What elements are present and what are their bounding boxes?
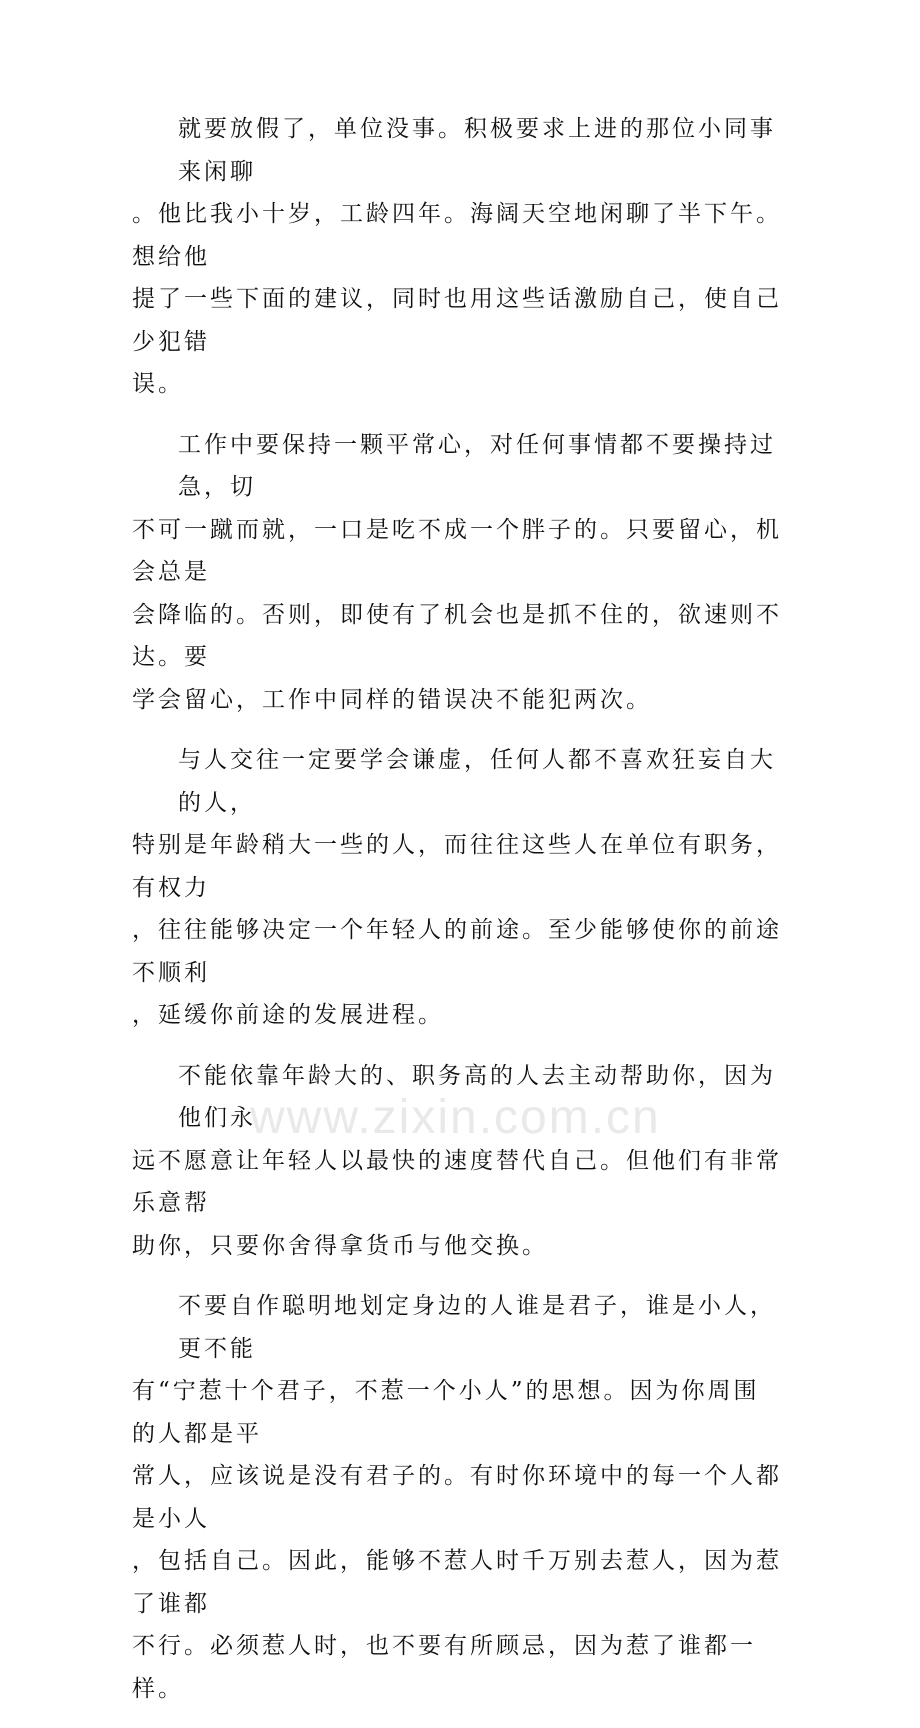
text-line: 不能依靠年龄大的、职务高的人去主动帮助你，因为他们永 [178,1062,776,1131]
text-line: ，往往能够决定一个年轻人的前途。至少能够使你的前途不顺利 [132,917,782,986]
text-line: 不行。必须惹人时，也不要有所顾忌，因为惹了谁都一样。 [132,1633,756,1702]
text-line: 不要自作聪明地划定身边的人谁是君子，谁是小人，更不能 [178,1293,776,1362]
text-line: 特别是年龄稍大一些的人，而往往这些人在单位有职务，有权力 [132,832,782,901]
text-line: 。他比我小十岁，工龄四年。海阔天空地闲聊了半下午。想给他 [132,201,782,270]
text-line: ，延缓你前途的发展进程。 [132,1002,444,1028]
text-line: 远不愿意让年轻人以最快的速度替代自己。但他们有非常乐意帮 [132,1147,782,1216]
text-line: 工作中要保持一颗平常心，对任何事情都不要操持过急，切 [178,431,776,500]
watermark: www.zixin.com.cn [250,1091,661,1144]
text-line: 会降临的。否则，即使有了机会也是抓不住的，欲速则不达。要 [132,601,782,670]
paragraph [132,424,782,722]
text-line: 与人交往一定要学会谦虚，任何人都不喜欢狂妄自大的人， [178,747,776,816]
text-line: 常人，应该说是没有君子的。有时你环境中的每一个人都是小人 [132,1463,782,1532]
paragraph [132,1285,782,1710]
text-line: 有“宁惹十个君子，不惹一个小人”的思想。因为你周围的人都是平 [132,1378,760,1447]
text-line: 助你，只要你舍得拿货币与他交换。 [132,1232,548,1259]
text-line: 误。 [132,371,184,397]
document-body [132,108,782,1728]
text-line: 提了一些下面的建议，同时也用这些话激励自己，使自己少犯错 [132,286,782,355]
paragraph [132,1055,782,1268]
paragraph [132,108,782,406]
paragraph [132,739,782,1037]
text-line: 不可一蹴而就，一口是吃不成一个胖子的。只要留心，机会总是 [132,516,782,585]
text-line: ，包括自己。因此，能够不惹人时千万别去惹人，因为惹了谁都 [132,1548,782,1617]
text-line: 就要放假了，单位没事。积极要求上进的那位小同事来闲聊 [178,116,776,185]
text-line: 学会留心，工作中同样的错误决不能犯两次。 [132,686,652,713]
